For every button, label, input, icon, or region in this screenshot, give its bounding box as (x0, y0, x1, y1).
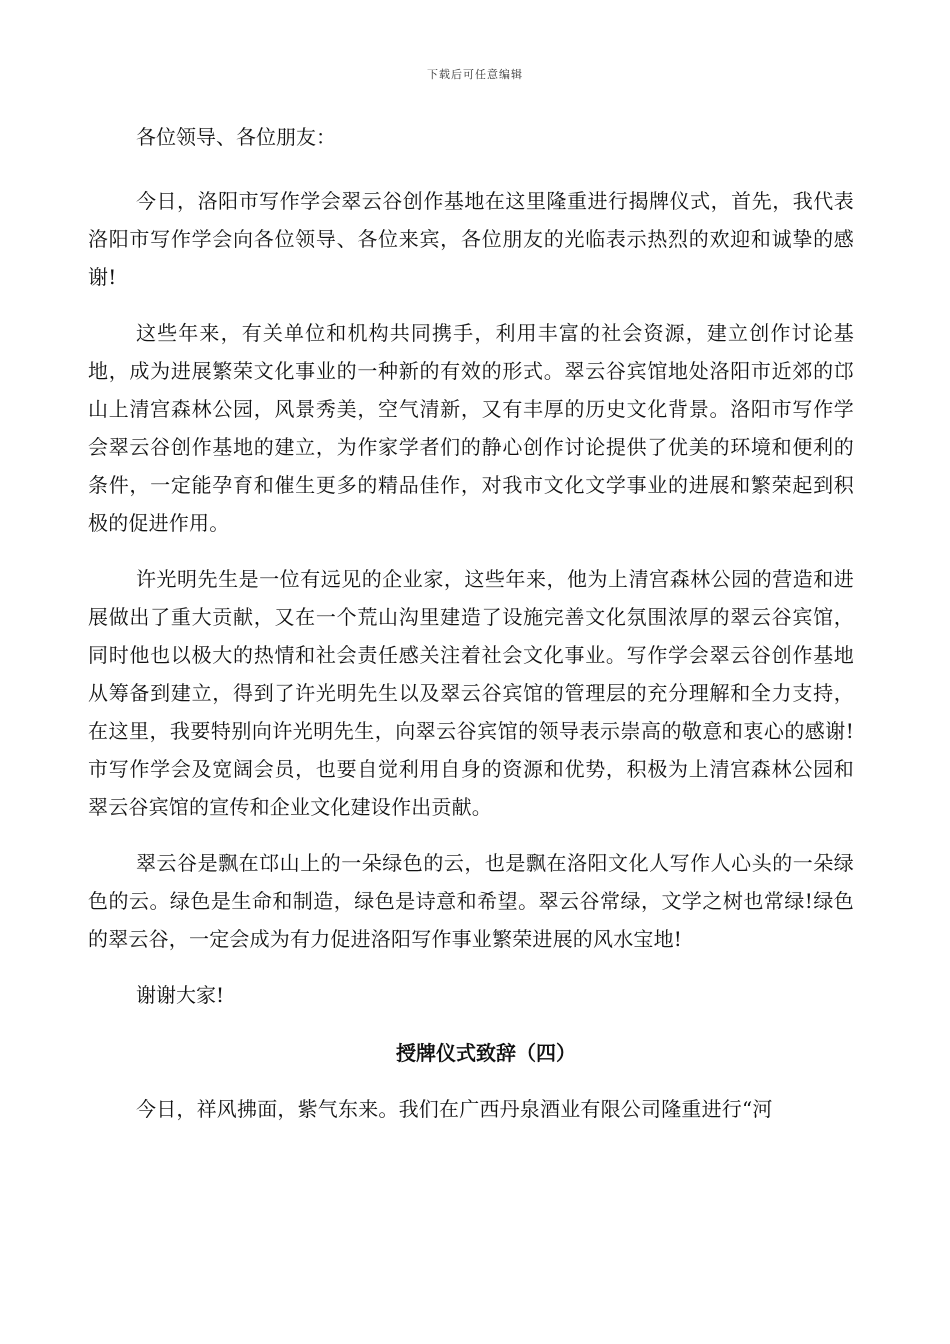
salutation: 各位领导、各位朋友： (136, 125, 336, 149)
paragraph-acknowledgement: 许光明先生是一位有远见的企业家，这些年来，他为上清宫森林公园的营造和进展做出了重大贡献，又在一个荒山沟里建造了设施完善文化氛围浓厚的翠云谷宾馆，同时他也以极大的热情和社会责任感关注着社会文化事业。写作学会翠云谷创作基地从筹备到建立，得到了许光明先生以及翠云谷宾馆的管理层的充分理解和全力支持，在这里，我要特别向许光明先生，向翠云谷宾馆的领导表示崇高的敬意和衷心的感谢!市写作学会及宽阔会员，也要自觉利用自身的资源和优势，积极为上清宫森林公园和翠云谷宾馆的宣传和企业文化建设作出贡献。 (88, 567, 854, 819)
paragraph-opening: 今日，洛阳市写作学会翠云谷创作基地在这里隆重进行揭牌仪式，首先，我代表洛阳市写作学会向各位领导、各位来宾，各位朋友的光临表示热烈的欢迎和诚挚的感谢! (88, 189, 854, 289)
document-body (88, 118, 854, 1146)
section-title: 授牌仪式致辞（四） (396, 1041, 576, 1065)
paragraph-green-cloud: 翠云谷是飘在邙山上的一朵绿色的云，也是飘在洛阳文化人写作人心头的一朵绿色的云。绿色是生命和制造，绿色是诗意和希望。翠云谷常绿，文学之树也常绿!绿色的翠云谷，一定会成为有力促进洛阳写作事业繁荣进展的风水宝地! (88, 851, 854, 951)
paragraph-base-background: 这些年来，有关单位和机构共同携手，利用丰富的社会资源，建立创作讨论基地，成为进展繁荣文化事业的一种新的有效的形式。翠云谷宾馆地处洛阳市近郊的邙山上清宫森林公园，风景秀美，空气清新，又有丰厚的历史文化背景。洛阳市写作学会翠云谷创作基地的建立，为作家学者们的静心创作讨论提供了优美的环境和便利的条件，一定能孕育和催生更多的精品佳作，对我市文化文学事业的进展和繁荣起到积极的促进作用。 (88, 321, 854, 535)
closing-thanks: 谢谢大家! (136, 983, 225, 1007)
paragraph-next-speech: 今日，祥风拂面，紫气东来。我们在广西丹泉酒业有限公司隆重进行“河 (136, 1097, 773, 1121)
page-header-note: 下载后可任意编辑 (427, 68, 523, 81)
